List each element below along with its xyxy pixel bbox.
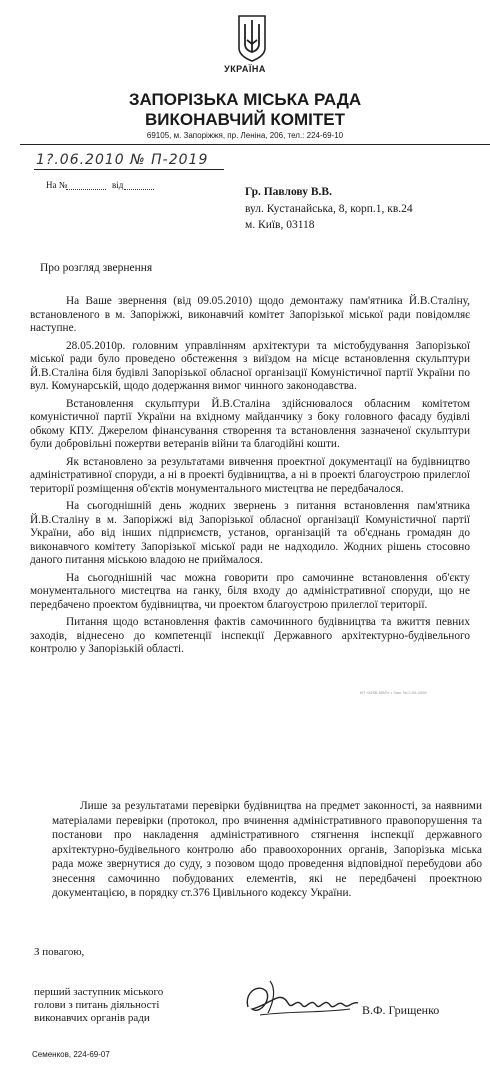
letter-body-continued	[52, 799, 482, 901]
closing-salutation: З повагою,	[34, 946, 85, 958]
reference-number-line	[66, 189, 106, 190]
reference-number-label: На №	[46, 180, 68, 190]
organization-name: ЗАПОРІЗЬКА МІСЬКА РАДА	[128, 90, 362, 109]
organization-address: 69105, м. Запоріжжя, пр. Леніна, 206, тел.: 224-69-10	[146, 131, 344, 140]
body-paragraph: На сьогоднішній день жодних звернень з питання встановлення пам'ятника Й.В.Сталіну в м. Запоріжжі від Запорізької обласної організації Комуністичної партії України, або від інших підприємств, установ, організацій та об'єднань громадян до виконавчого комітету Запорізької міської ради не надходило. Жодних рішень стосовно даного питання міською владою не приймалося.	[30, 500, 470, 566]
body-paragraph: 28.05.2010р. головним управлінням архітектури та містобудування Запорізької міської ради було проведено обстеження з виїздом на місце встановлення скульптури Й.В.Сталіна біля будівлі Запорізької обласної організації Комуністичної партії України по вул. Комунарській, щодо додержання вимог чинного законодавства.	[30, 339, 470, 392]
recipient-name: Гр. Павлову В.В.	[245, 186, 332, 198]
signer-position-line: перший заступник міського	[34, 986, 164, 998]
body-paragraph: На Ваше звернення (від 09.05.2010) щодо демонтажу пам'ятника Й.В.Сталіну, встановленого в м. Запоріжжі, виконавчий комітет Запорізької міської ради повідомляє наступне.	[30, 295, 470, 334]
signer-position-line: виконавчих органів ради	[34, 1012, 150, 1024]
body-paragraph: Встановлення скульптури Й.В.Сталіна здійснювалося обласним комітетом комуністичної партії України на вхідному майданчику з боку головного фасаду будівлі обкому КПУ. Джерелом фінансування створення та встановлення зазначеної скульптури були добровільні пожертви ветеранів війни та благодійні кошти.	[30, 397, 470, 450]
registration-number: 1?.06.2010 № П-2019	[36, 152, 209, 168]
body-paragraph: Питання щодо встановлення фактів самочинного будівництва та вжиття певних заходів, віднесено до компетенції інспекції Державного архітектурно-будівельного контролю у Запорізькій області.	[30, 616, 470, 655]
signer-position	[34, 986, 163, 1025]
registration-line	[34, 169, 224, 170]
letter-body	[30, 295, 470, 661]
signer-position-line: голови з питань діяльності	[34, 999, 160, 1011]
letter-subject: Про розгляд звернення	[40, 262, 153, 274]
body-paragraph: На сьогоднішній час можна говорити про самочинне встановлення об'єкту монументального мистецтва на ганку, біля входу до адміністративної споруди, що не передбачено проектом будівництва, чи проектом благоустрою прилеглої території.	[30, 571, 470, 611]
trident-emblem-icon	[237, 14, 267, 62]
signer-name: В.Ф. Грищенко	[362, 1003, 440, 1017]
body-paragraph: Лише за результатами перевірки будівництва на предмет законності, за наявними матеріалами перевірки (протокол, про вчинення адміністративного правопорушення та постанови про накладення адміністративного стягнення інспекції державного архітектурно-будівельного контролю або правоохоронних органів, Запорізька міська рада може звернутися до суду, з позовом щодо проведення відповідної перебудови або знесення самочинно побудованих елементів, які не передбачені проектною документацією, в порядку ст.376 Цивільного кодексу України.	[52, 800, 482, 899]
body-paragraph: Як встановлено за результатами вивчення проектної документації на будівництво адміністративної споруди, а ні в проекті будівництва, а ні в проекті благоустрою прилеглої території розміщення об'єктів монументального мистецтва не передбачалося.	[30, 455, 470, 495]
organization-subname: ВИКОНАВЧИЙ КОМІТЕТ	[145, 110, 345, 129]
handwritten-signature-icon	[240, 975, 365, 1025]
executor-contact: Семенков, 224-69-07	[32, 1050, 110, 1059]
country-name: УКРАЇНА	[224, 64, 266, 74]
print-mark: КП «КИЇВ МВП» • Зам. № 2-09-2008	[360, 690, 427, 695]
reference-date-line	[124, 189, 154, 190]
recipient-street: вул. Кустанайська, 8, корп.1, кв.24	[245, 203, 413, 215]
header-divider	[20, 144, 490, 145]
recipient-city: м. Київ, 03118	[245, 219, 315, 231]
reference-date-label: від	[112, 180, 124, 190]
